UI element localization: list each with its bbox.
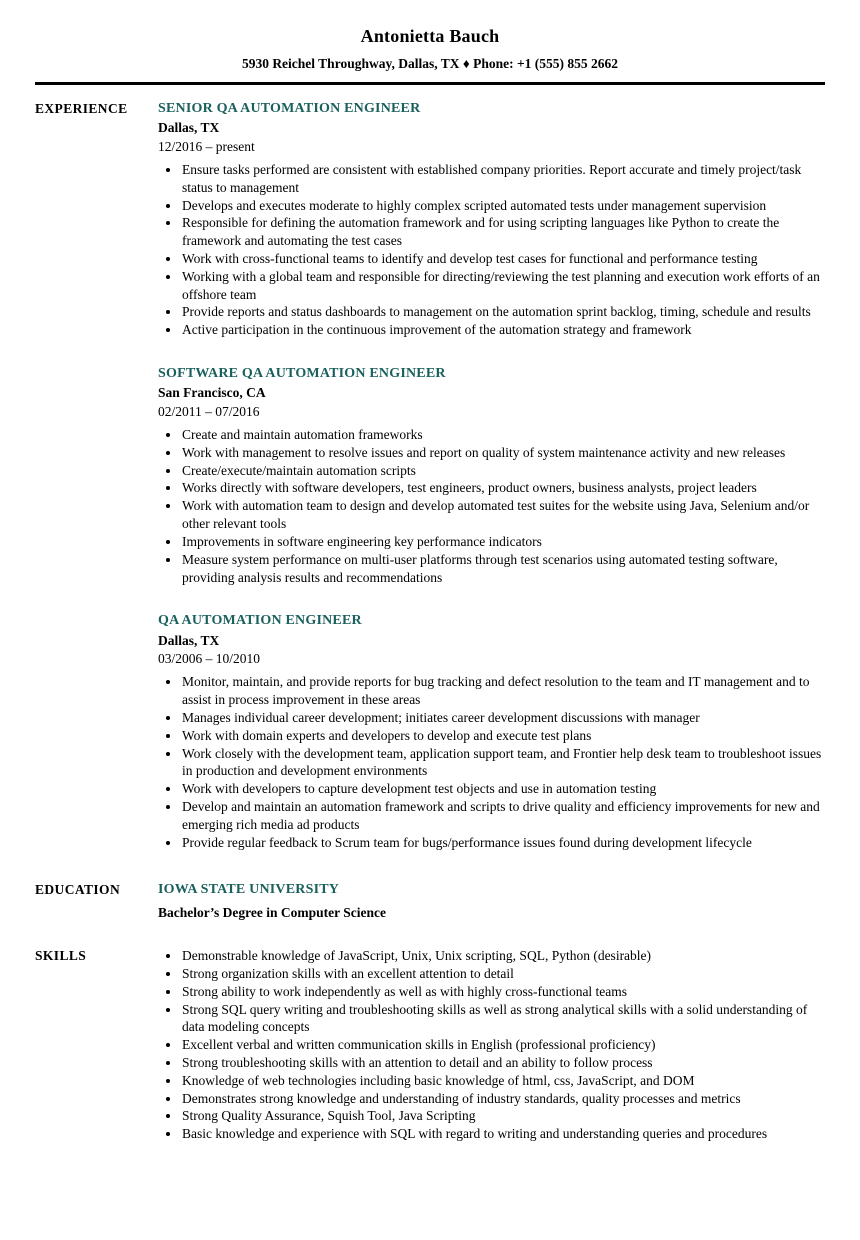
bullet-item: • Work with cross-functional teams to identify and develop test cases for functional and performance testing	[181, 250, 825, 268]
section-label-experience: EXPERIENCE	[35, 101, 128, 116]
section-label-skills: SKILLS	[35, 948, 87, 964]
skill-item: • Strong SQL query writing and troubleshooting skills as well as strong analytical skills with a solid understanding of data modeling concepts	[181, 1001, 825, 1037]
skill-item: • Strong ability to work independently as well as with highly cross-functional teams	[181, 983, 825, 1001]
job-location: Dallas, TX	[158, 632, 220, 648]
skills-section	[35, 947, 825, 1143]
bullet-item: • Manages individual career development; initiates career development discussions with manager	[181, 709, 825, 727]
resume-header	[35, 26, 825, 85]
header-divider	[35, 82, 825, 85]
bullet-item: • Responsible for defining the automation framework and for using scripting languages like Python to create the framework and automating the test cases	[181, 214, 825, 250]
skill-item: • Strong organization skills with an excellent attention to detail	[181, 965, 825, 983]
experience-section	[35, 100, 825, 851]
candidate-name: Antonietta Bauch	[360, 26, 500, 46]
bullet-item: • Work with automation team to design and develop automated test suites for the website using Java, Selenium and/or other relevant tools	[181, 497, 825, 533]
job-entry-software-qa	[158, 365, 825, 586]
skill-item: • Demonstrable knowledge of JavaScript, Unix, Unix scripting, SQL, Python (desirable)	[181, 947, 825, 965]
education-degree: Bachelor’s Degree in Computer Science	[158, 904, 386, 920]
skill-item: • Excellent verbal and written communication skills in English (professional proficiency)	[181, 1036, 825, 1054]
education-school: IOWA STATE UNIVERSITY	[158, 882, 340, 898]
skill-item: • Basic knowledge and experience with SQL with regard to writing and understanding queries and procedures	[181, 1125, 825, 1143]
bullet-item: • Create/execute/maintain automation scripts	[181, 462, 825, 480]
education-content	[158, 881, 825, 921]
job-bullet-list	[158, 673, 825, 851]
skills-bullet-list	[158, 947, 825, 1143]
bullet-item: • Provide regular feedback to Scrum team for bugs/performance issues found during development lifecycle	[181, 834, 825, 852]
experience-content	[158, 100, 825, 851]
skill-item: • Strong Quality Assurance, Squish Tool, Java Scripting	[181, 1107, 825, 1125]
job-bullet-list	[158, 426, 825, 586]
bullet-item: • Create and maintain automation frameworks	[181, 426, 825, 444]
section-label-education: EDUCATION	[35, 882, 121, 898]
job-dates: 02/2011 – 07/2016	[158, 404, 260, 420]
bullet-item: • Works directly with software developers, test engineers, product owners, business analysts, project leaders	[181, 479, 825, 497]
bullet-item: • Work with domain experts and developers to develop and execute test plans	[181, 727, 825, 745]
skill-item: • Demonstrates strong knowledge and understanding of industry standards, quality processes and metrics	[181, 1090, 825, 1108]
job-entry-qa-automation	[158, 612, 825, 851]
skill-item: • Strong troubleshooting skills with an attention to detail and an ability to follow process	[181, 1054, 825, 1072]
bullet-item: • Develops and executes moderate to highly complex scripted automated tests under management supervision	[181, 197, 825, 215]
job-location: San Francisco, CA	[158, 385, 266, 401]
contact-line: 5930 Reichel Throughway, Dallas, TX ♦ Phone: +1 (555) 855 2662	[241, 56, 619, 71]
job-dates: 03/2006 – 10/2010	[158, 651, 261, 667]
bullet-item: • Ensure tasks performed are consistent with established company priorities. Report accurate and timely project/task status to management	[181, 161, 825, 197]
job-title: QA AUTOMATION ENGINEER	[158, 613, 362, 629]
job-dates: 12/2016 – present	[158, 139, 255, 155]
bullet-item: • Work with developers to capture development test objects and use in automation testing	[181, 780, 825, 798]
bullet-item: • Work closely with the development team, application support team, and Frontier help desk team to troubleshoot issues in production and development environments	[181, 745, 825, 781]
bullet-item: • Measure system performance on multi-user platforms through test scenarios using automated testing software, providing analysis results and recommendations	[181, 551, 825, 587]
job-location: Dallas, TX	[158, 120, 220, 136]
bullet-item: • Work with management to resolve issues and report on quality of system maintenance activity and new releases	[181, 444, 825, 462]
bullet-item: • Develop and maintain an automation framework and scripts to drive quality and efficiency improvements for new and emerging rich media ad products	[181, 798, 825, 834]
education-section	[35, 881, 825, 921]
bullet-item: • Provide reports and status dashboards to management on the automation sprint backlog, timing, schedule and results	[181, 303, 825, 321]
bullet-item: • Monitor, maintain, and provide reports for bug tracking and defect resolution to the team and IT management and to assist in process improvement in these areas	[181, 673, 825, 709]
skill-item: • Knowledge of web technologies including basic knowledge of html, css, JavaScript, and DOM	[181, 1072, 825, 1090]
bullet-item: • Active participation in the continuous improvement of the automation strategy and framework	[181, 321, 825, 339]
job-bullet-list	[158, 161, 825, 339]
skills-content	[158, 947, 825, 1143]
job-title: SENIOR QA AUTOMATION ENGINEER	[158, 101, 421, 116]
job-entry-senior-qa	[158, 100, 825, 339]
bullet-item: • Working with a global team and responsible for directing/reviewing the test planning and execution work efforts of an offshore team	[181, 268, 825, 304]
bullet-item: • Improvements in software engineering key performance indicators	[181, 533, 825, 551]
job-title: SOFTWARE QA AUTOMATION ENGINEER	[158, 366, 446, 382]
